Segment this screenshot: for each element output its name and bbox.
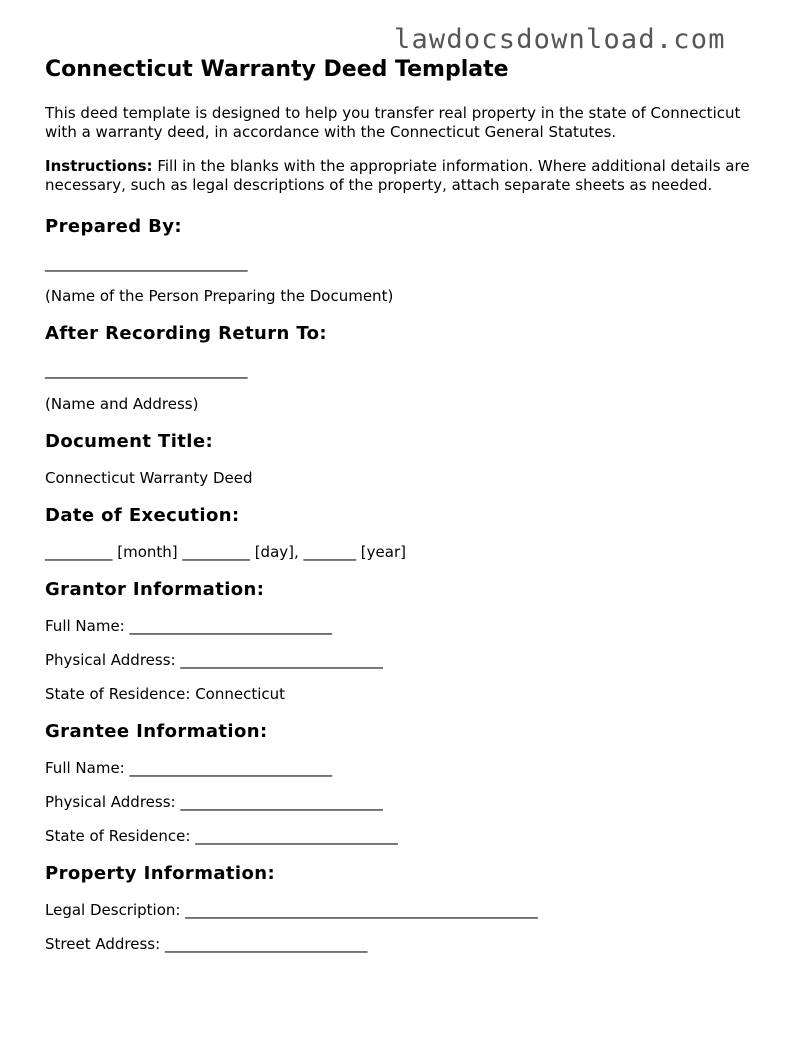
property-heading: Property Information: [45, 863, 276, 884]
instructions-paragraph [45, 157, 775, 195]
property-street-address[interactable]: Street Address: ___________________________ [45, 935, 368, 953]
property-legal-description[interactable]: Legal Description: _______________________________________________ [45, 901, 538, 919]
execution-date-line[interactable]: _________ [month] _________ [day], _______ [year] [45, 543, 406, 561]
prepared-by-heading: Prepared By: [45, 216, 182, 237]
execution-heading: Date of Execution: [45, 505, 240, 526]
instructions-label: Instructions: [45, 157, 153, 175]
document-title-heading: Document Title: [45, 431, 214, 452]
grantor-physical-address[interactable]: Physical Address: ___________________________ [45, 651, 383, 669]
intro-paragraph: This deed template is designed to help you transfer real property in the state of Connecticut with a warranty deed, in accordance with the Connecticut General Statutes. [45, 104, 741, 141]
grantee-heading: Grantee Information: [45, 721, 268, 742]
grantee-physical-address[interactable]: Physical Address: ___________________________ [45, 793, 383, 811]
grantor-heading: Grantor Information: [45, 579, 265, 600]
prepared-by-blank[interactable]: ___________________________ [45, 254, 248, 272]
document-title-value: Connecticut Warranty Deed [45, 469, 253, 487]
return-to-caption: (Name and Address) [45, 395, 199, 413]
watermark: lawdocsdownload.com [394, 24, 726, 55]
grantee-state-of-residence[interactable]: State of Residence: ___________________________ [45, 827, 398, 845]
document-page [45, 56, 775, 954]
instructions-text: Fill in the blanks with the appropriate information. Where additional details are necessary, such as legal descriptions of the property, attach separate sheets as needed. [45, 157, 750, 194]
grantor-full-name[interactable]: Full Name: ___________________________ [45, 617, 332, 635]
prepared-by-caption: (Name of the Person Preparing the Document) [45, 287, 394, 305]
grantee-full-name[interactable]: Full Name: ___________________________ [45, 759, 332, 777]
return-to-blank[interactable]: ___________________________ [45, 361, 248, 379]
return-to-heading: After Recording Return To: [45, 323, 328, 344]
grantor-state-of-residence: State of Residence: Connecticut [45, 685, 286, 703]
document-title: Connecticut Warranty Deed Template [45, 57, 509, 82]
